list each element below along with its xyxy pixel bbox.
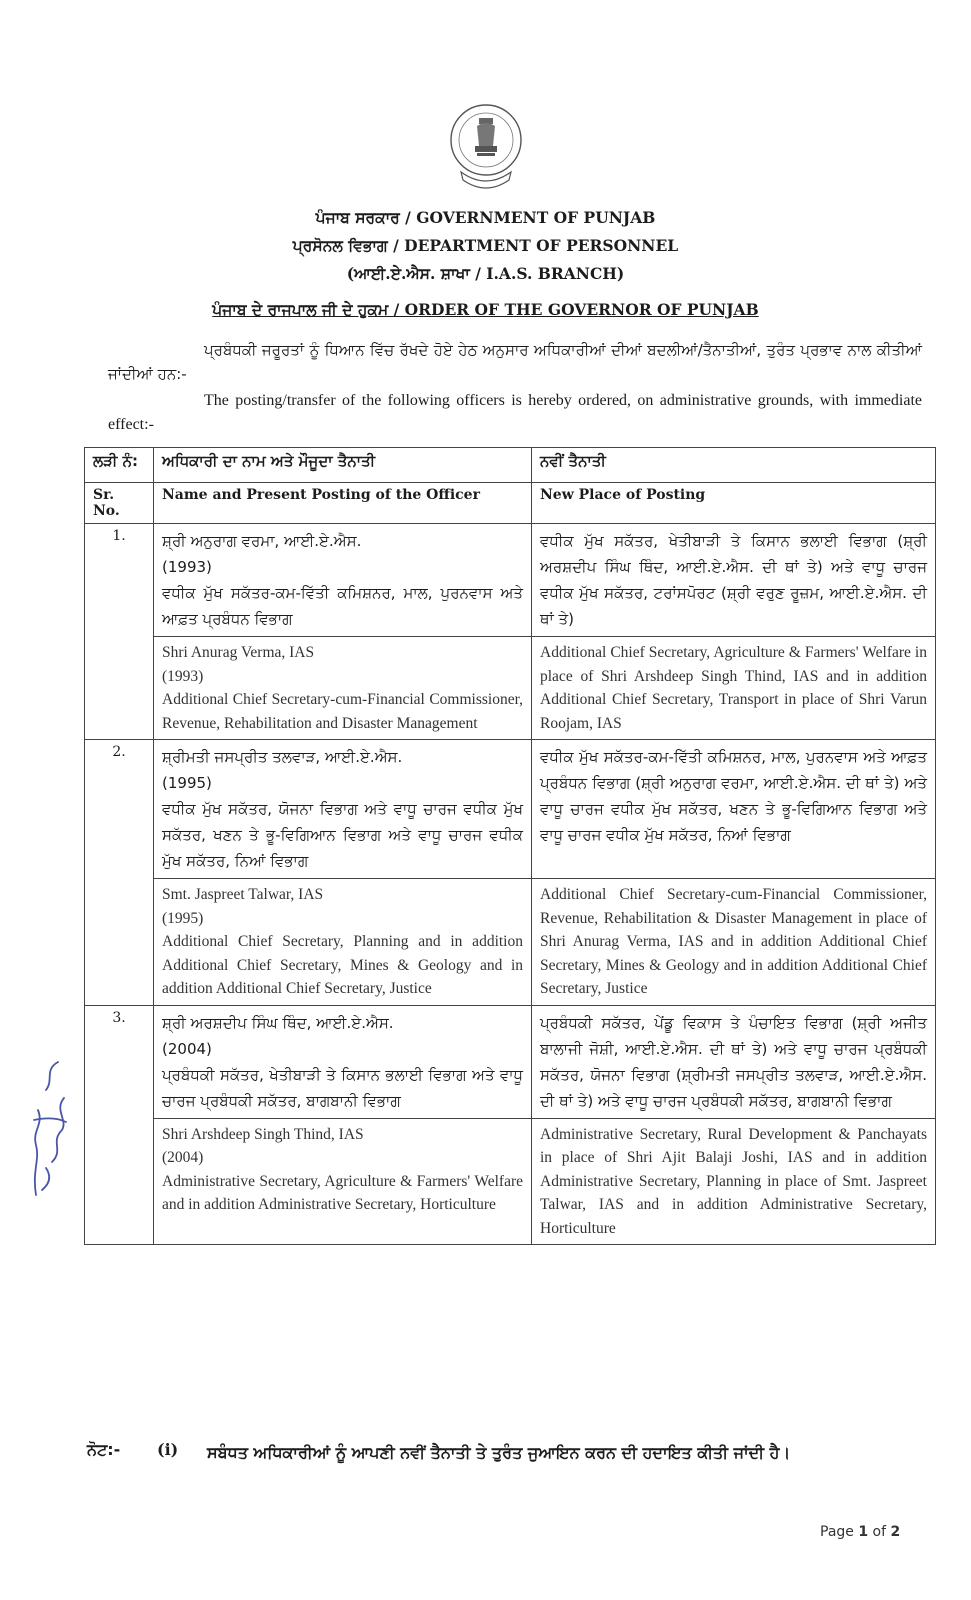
officer-name-pa: ਸ਼੍ਰੀ ਅਨੁਰਾਗ ਵਰਮਾ, ਆਈ.ਏ.ਐਸ. — [162, 532, 362, 550]
officer-name-pa: ਸ਼੍ਰੀ ਅਰਸ਼ਦੀਪ ਸਿੰਘ ਥਿੰਦ, ਆਈ.ਏ.ਐਸ. — [162, 1013, 394, 1032]
handwritten-signature — [24, 1050, 74, 1200]
page-current: 1 — [858, 1524, 869, 1540]
col-sr-header-pa: ਲੜੀ ਨੰ: — [85, 448, 154, 483]
new-posting-en: Additional Chief Secretary-cum-Financial Commissioner, Revenue, Rehabilitation & Disaster Management in place of Shri Anurag Verma, IAS and in addition Additional Chief Secretary, Mines & Geology and in addition Additional Chief Secretary, Justice — [532, 879, 936, 1006]
table-row — [85, 879, 936, 1006]
serial-number: 2. — [85, 740, 154, 1006]
new-posting-en: Administrative Secretary, Rural Development & Panchayats in place of Shri Ajit Balaji Joshi, IAS and in addition Administrative Secretary, Planning in place of Smt. Jaspreet Talwar, IAS and in addition Administrative Secretary, Horticulture — [532, 1118, 936, 1245]
present-post-en: Additional Chief Secretary-cum-Financial Commissioner, Revenue, Rehabilitation and Disaster Management — [162, 691, 523, 732]
note-number: (i) — [157, 1440, 179, 1459]
col-present-header-en: Name and Present Posting of the Officer — [154, 483, 532, 524]
government-heading: ਪੰਜਾਬ ਸਰਕਾਰ / GOVERNMENT OF PUNJAB — [315, 208, 656, 227]
page-total: 2 — [890, 1524, 901, 1540]
col-sr-header-en: Sr. No. — [85, 483, 154, 524]
present-post-pa: ਪ੍ਰਬੰਧਕੀ ਸਕੱਤਰ, ਖੇਤੀਬਾੜੀ ਤੇ ਕਿਸਾਨ ਭਲਾਈ ਵਿਭਾਗ ਅਤੇ ਵਾਧੂ ਚਾਰਜ ਪ੍ਰਬੰਧਕੀ ਸਕੱਤਰ, ਬਾਗਬਾਨੀ ਵਿਭਾਗ — [162, 1065, 523, 1110]
postings-table — [84, 447, 936, 1245]
batch-year: (2004) — [162, 1039, 212, 1058]
present-post-en: Additional Chief Secretary, Planning and in addition Additional Chief Secretary, Mines & Geology and in addition Additional Chief Secretary, Justice — [162, 933, 523, 997]
table-row — [85, 1118, 936, 1245]
table-header-row-pa — [85, 448, 936, 483]
present-post-pa: ਵਧੀਕ ਮੁੱਖ ਸਕੱਤਰ, ਯੋਜਨਾ ਵਿਭਾਗ ਅਤੇ ਵਾਧੂ ਚਾਰਜ ਵਧੀਕ ਮੁੱਖ ਸਕੱਤਰ, ਖਣਨ ਤੇ ਭੂ-ਵਿਗਿਆਨ ਵਿਭਾਗ ਅਤੇ ਵਾਧੂ ਚਾਰਜ ਵਧੀਕ ਮੁੱਖ ਸਕੱਤਰ, ਨਿਆਂ ਵਿਭਾਗ — [162, 800, 523, 870]
present-post-en: Administrative Secretary, Agriculture & Farmers' Welfare and in addition Administrative Secretary, Horticulture — [162, 1172, 523, 1213]
table-row — [85, 1005, 936, 1118]
page-number — [820, 1524, 900, 1540]
intro-punjabi: ਪ੍ਰਬੰਧਕੀ ਜਰੂਰਤਾਂ ਨੂੰ ਧਿਆਨ ਵਿੱਚ ਰੱਖਦੇ ਹੋਏ ਹੇਠ ਅਨੁਸਾਰ ਅਧਿਕਾਰੀਆਂ ਦੀਆਂ ਬਦਲੀਆਂ/ਤੈਨਾਤੀਆਂ, ਤੁਰੰਤ ਪ੍ਰਭਾਵ ਨਾਲ ਕੀਤੀਆਂ ਜਾਂਦੀਆਂ ਹਨ:- — [108, 341, 922, 383]
state-emblem-icon — [447, 100, 525, 196]
present-post-pa: ਵਧੀਕ ਮੁੱਖ ਸਕੱਤਰ-ਕਮ-ਵਿੱਤੀ ਕਮਿਸ਼ਨਰ, ਮਾਲ, ਪੁਰਨਵਾਸ ਅਤੇ ਆਫ਼ਤ ਪ੍ਰਬੰਧਨ ਵਿਭਾਗ — [162, 584, 523, 628]
present-posting-en — [154, 637, 532, 740]
intro-english: The posting/transfer of the following officers is hereby ordered, on administrative grounds, with immediate effect:- — [108, 392, 922, 433]
col-present-header-pa: ਅਧਿਕਾਰੀ ਦਾ ਨਾਮ ਅਤੇ ਮੌਜੂਦਾ ਤੈਨਾਤੀ — [154, 448, 532, 483]
col-new-header-pa: ਨਵੀਂ ਤੈਨਾਤੀ — [532, 448, 936, 483]
table-row — [85, 637, 936, 740]
note-text: ਸਬੰਧਤ ਅਧਿਕਾਰੀਆਂ ਨੂੰ ਆਪਣੀ ਨਵੀਂ ਤੈਨਾਤੀ ਤੇ ਤੁਰੰਤ ਜੁਆਇਨ ਕਰਨ ਦੀ ਹਦਾਇਤ ਕੀਤੀ ਜਾਂਦੀ ਹੈ। — [207, 1443, 791, 1462]
department-heading: ਪ੍ਰਸੋਨਲ ਵਿਭਾਗ / DEPARTMENT OF PERSONNEL — [292, 236, 679, 255]
new-posting-pa: ਪ੍ਰਬੰਧਕੀ ਸਕੱਤਰ, ਪੇਂਡੂ ਵਿਕਾਸ ਤੇ ਪੰਚਾਇਤ ਵਿਭਾਗ (ਸ਼੍ਰੀ ਅਜੀਤ ਬਾਲਾਜੀ ਜੋਸ਼ੀ, ਆਈ.ਏ.ਐਸ. ਦੀ ਥਾਂ ਤੇ) ਅਤੇ ਵਾਧੂ ਚਾਰਜ ਪ੍ਰਬੰਧਕੀ ਸਕੱਤਰ, ਯੋਜਨਾ ਵਿਭਾਗ (ਸ਼੍ਰੀਮਤੀ ਜਸਪ੍ਰੀਤ ਤਲਵਾੜ, ਆਈ.ਏ.ਐਸ. ਦੀ ਥਾਂ ਤੇ) ਅਤੇ ਵਾਧੂ ਚਾਰਜ ਪ੍ਰਬੰਧਕੀ ਸਕੱਤਰ, ਬਾਗਬਾਨੀ ਵਿਭਾਗ — [532, 1005, 936, 1118]
serial-number: 3. — [85, 1005, 154, 1245]
serial-number: 1. — [85, 524, 154, 740]
note-label: ਨੋਟ:- — [87, 1440, 121, 1459]
new-posting-en: Additional Chief Secretary, Agriculture & Farmers' Welfare in place of Shri Arshdeep Singh Thind, IAS and in addition Additional Chief Secretary, Transport in place of Shri Varun Roojam, IAS — [532, 637, 936, 740]
officer-name-en: Shri Arshdeep Singh Thind, IAS — [162, 1125, 364, 1143]
officer-name-en: Shri Anurag Verma, IAS — [162, 644, 315, 661]
new-posting-pa: ਵਧੀਕ ਮੁੱਖ ਸਕੱਤਰ-ਕਮ-ਵਿੱਤੀ ਕਮਿਸ਼ਨਰ, ਮਾਲ, ਪੁਰਨਵਾਸ ਅਤੇ ਆਫ਼ਤ ਪ੍ਰਬੰਧਨ ਵਿਭਾਗ (ਸ਼੍ਰੀ ਅਨੁਰਾਗ ਵਰਮਾ, ਆਈ.ਏ.ਐਸ. ਦੀ ਥਾਂ ਤੇ) ਅਤੇ ਵਾਧੂ ਚਾਰਜ ਵਧੀਕ ਮੁੱਖ ਸਕੱਤਰ, ਖਣਨ ਤੇ ਭੂ-ਵਿਗਿਆਨ ਵਿਭਾਗ ਅਤੇ ਵਾਧੂ ਚਾਰਜ ਵਧੀਕ ਮੁੱਖ ਸਕੱਤਰ, ਨਿਆਂ ਵਿਭਾਗ — [532, 740, 936, 879]
page-prefix: Page — [820, 1524, 859, 1540]
present-posting-pa — [154, 524, 532, 637]
col-new-header-en: New Place of Posting — [532, 483, 936, 524]
present-posting-en — [154, 879, 532, 1006]
officer-name-en: Smt. Jaspreet Talwar, IAS — [162, 886, 324, 903]
branch-heading: (ਆਈ.ਏ.ਐਸ. ਸ਼ਾਖਾ / I.A.S. BRANCH) — [346, 264, 625, 283]
present-posting-pa — [154, 1005, 532, 1118]
officer-name-pa: ਸ਼੍ਰੀਮਤੀ ਜਸਪ੍ਰੀਤ ਤਲਵਾੜ, ਆਈ.ਏ.ਐਸ. — [162, 748, 403, 766]
table-header-row-en — [85, 483, 936, 524]
batch-year: (1995) — [162, 774, 212, 792]
batch-year: (2004) — [162, 1149, 204, 1166]
present-posting-en — [154, 1118, 532, 1245]
present-posting-pa — [154, 740, 532, 879]
batch-year: (1993) — [162, 667, 204, 685]
table-row — [85, 524, 936, 637]
table-row — [85, 740, 936, 879]
batch-year: (1993) — [162, 558, 212, 576]
batch-year: (1995) — [162, 909, 204, 927]
new-posting-pa: ਵਧੀਕ ਮੁੱਖ ਸਕੱਤਰ, ਖੇਤੀਬਾੜੀ ਤੇ ਕਿਸਾਨ ਭਲਾਈ ਵਿਭਾਗ (ਸ਼੍ਰੀ ਅਰਸ਼ਦੀਪ ਸਿੰਘ ਥਿੰਦ, ਆਈ.ਏ.ਐਸ. ਦੀ ਥਾਂ ਤੇ) ਅਤੇ ਵਾਧੂ ਚਾਰਜ ਵਧੀਕ ਮੁੱਖ ਸਕੱਤਰ, ਟਰਾਂਸਪੋਰਟ (ਸ਼੍ਰੀ ਵਰੁਣ ਰੂਜ਼ਮ, ਆਈ.ਏ.ਐਸ. ਦੀ ਥਾਂ ਤੇ) — [532, 524, 936, 637]
order-title: ਪੰਜਾਬ ਦੇ ਰਾਜਪਾਲ ਜੀ ਦੇ ਹੁਕਮ / ORDER OF THE GOVERNOR OF PUNJAB — [212, 300, 759, 319]
page-of: of — [868, 1524, 891, 1540]
